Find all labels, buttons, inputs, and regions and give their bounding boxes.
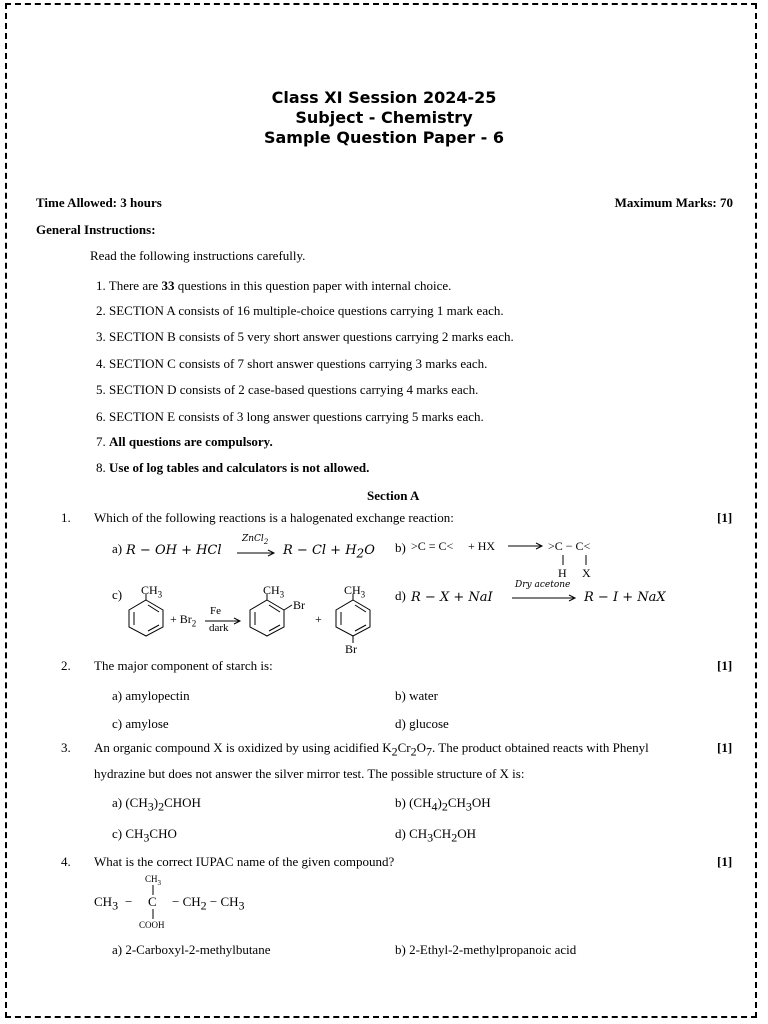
q4-structure-central-c: C bbox=[148, 894, 157, 909]
q1-option-d-arrow bbox=[512, 594, 578, 602]
q1-option-b-product: >C − C< bbox=[548, 539, 591, 553]
q1-option-a-reactants: R − OH + HCl bbox=[126, 543, 222, 558]
q4-structure-cooh: COOH bbox=[139, 920, 165, 930]
q1-option-c-para-ch3: $CH_3$ bbox=[344, 583, 366, 600]
q3-option-d: d) $CH_3CH_2OH$ bbox=[395, 826, 476, 845]
q3-number: 3. bbox=[61, 740, 71, 755]
q3-text-line-2: hydrazine but does not answer the silver mirror test. The possible structure of X is: bbox=[94, 766, 525, 781]
q1-option-c-toluene-ring bbox=[124, 594, 168, 638]
instruction-8: 8. Use of log tables and calculators is not allowed. bbox=[96, 460, 370, 475]
header-paper-title: Sample Question Paper - 6 bbox=[263, 128, 504, 147]
q1-option-c-toluene-ch3: $CH_3$ bbox=[141, 583, 163, 600]
q3-option-a: a) $(CH_3)_2CHOH$ bbox=[112, 795, 201, 814]
q2-option-d: d) glucose bbox=[395, 716, 449, 731]
q4-marks: [1] bbox=[717, 854, 733, 869]
q3-marks: [1] bbox=[717, 740, 733, 755]
q1-option-c-dark: dark bbox=[209, 622, 229, 634]
q2-text: The major component of starch is: bbox=[94, 658, 273, 673]
q1-option-b-bonds bbox=[558, 554, 598, 566]
q1-option-a-arrow bbox=[237, 549, 277, 557]
q4-structure-left-ch3: $CH_3$ bbox=[94, 894, 119, 913]
q1-option-d-reactants: R − X + NaI bbox=[411, 590, 493, 605]
q1-text: Which of the following reactions is a halogenated exchange reaction: bbox=[94, 510, 454, 525]
instruction-2: 2. SECTION A consists of 16 multiple-choice questions carrying 1 mark each. bbox=[96, 303, 504, 318]
q1-option-c-para-br: Br bbox=[345, 642, 357, 656]
read-instructions: Read the following instructions carefully. bbox=[90, 248, 306, 263]
q1-number: 1. bbox=[61, 510, 71, 525]
q4-option-a: a) 2-Carboxyl-2-methylbutane bbox=[112, 942, 271, 957]
q1-option-c-fe: Fe bbox=[210, 605, 221, 617]
header-class-session: Class XI Session 2024-25 bbox=[271, 88, 497, 107]
q2-number: 2. bbox=[61, 658, 71, 673]
q4-option-b: b) 2-Ethyl-2-methylpropanoic acid bbox=[395, 942, 577, 957]
q1-option-b-x: X bbox=[582, 566, 591, 580]
q1-option-d-label: d) bbox=[395, 588, 406, 603]
time-allowed: Time Allowed: 3 hours bbox=[36, 195, 162, 210]
q4-number: 4. bbox=[61, 854, 71, 869]
q1-option-c-plus: + bbox=[315, 612, 322, 626]
q4-text: What is the correct IUPAC name of the given compound? bbox=[94, 854, 395, 869]
general-instructions-heading: General Instructions: bbox=[36, 222, 156, 237]
q2-option-c: c) amylose bbox=[112, 716, 169, 731]
q1-option-b-alkene: >C = C< bbox=[411, 539, 454, 553]
instruction-3: 3. SECTION B consists of 5 very short answer questions carrying 2 marks each. bbox=[96, 329, 514, 344]
instruction-6: 6. SECTION E consists of 3 long answer questions carrying 5 marks each. bbox=[96, 409, 484, 424]
q1-option-a-catalyst: ZnCl$_2$ bbox=[242, 534, 269, 546]
q1-option-c-para-ring bbox=[331, 594, 375, 644]
q1-marks: [1] bbox=[717, 510, 733, 525]
q1-option-c-ortho-ch3: $CH_3$ bbox=[263, 583, 285, 600]
q3-option-b: b) $(CH_4)_2CH_3OH$ bbox=[395, 795, 491, 814]
q3-text-line-1: An organic compound X is oxidized by using acidified $K_2Cr_2O_7$. The product obtained reacts with Phenyl bbox=[94, 740, 649, 759]
maximum-marks: Maximum Marks: 70 bbox=[614, 195, 733, 210]
q2-option-a: a) amylopectin bbox=[112, 688, 190, 703]
q1-option-b-h: H bbox=[558, 566, 567, 580]
q1-option-d-products: R − I + NaX bbox=[584, 590, 666, 605]
section-a-heading: Section A bbox=[367, 488, 420, 503]
q3-option-c: c) $CH_3CHO$ bbox=[112, 826, 177, 845]
q1-option-c-ortho-br: Br bbox=[293, 598, 305, 612]
q1-option-d-condition: Dry acetone bbox=[515, 580, 571, 590]
header-subject: Subject - Chemistry bbox=[295, 108, 473, 127]
q1-option-b-hx: + HX bbox=[468, 539, 496, 553]
q4-structure-top-ch3: $CH_3$ bbox=[145, 874, 162, 887]
instruction-5: 5. SECTION D consists of 2 case-based questions carrying 4 marks each. bbox=[96, 382, 479, 397]
q1-option-b-label: b) bbox=[395, 540, 406, 555]
q2-option-b: b) water bbox=[395, 688, 438, 703]
instruction-1: 1. There are 33 questions in this question paper with internal choice. bbox=[96, 278, 452, 293]
q2-marks: [1] bbox=[717, 658, 733, 673]
q1-option-a-products: $R - Cl + H_2O$ bbox=[283, 543, 375, 561]
q4-structure-left-bond: − bbox=[125, 894, 133, 909]
instruction-7: 7. All questions are compulsory. bbox=[96, 434, 273, 449]
q4-structure-bottom-bond bbox=[150, 908, 156, 920]
q1-option-b-arrow bbox=[508, 542, 544, 550]
q4-structure-right-chain: − $CH_2 - CH_3$ bbox=[172, 894, 245, 913]
q1-option-c-label: c) bbox=[112, 587, 123, 602]
q1-option-a-label: a) bbox=[112, 541, 123, 556]
q1-option-c-bromine: + $Br_2$ bbox=[170, 612, 197, 629]
q1-option-c-ortho-ring bbox=[245, 594, 295, 638]
instruction-4: 4. SECTION C consists of 7 short answer questions carrying 3 marks each. bbox=[96, 356, 488, 371]
